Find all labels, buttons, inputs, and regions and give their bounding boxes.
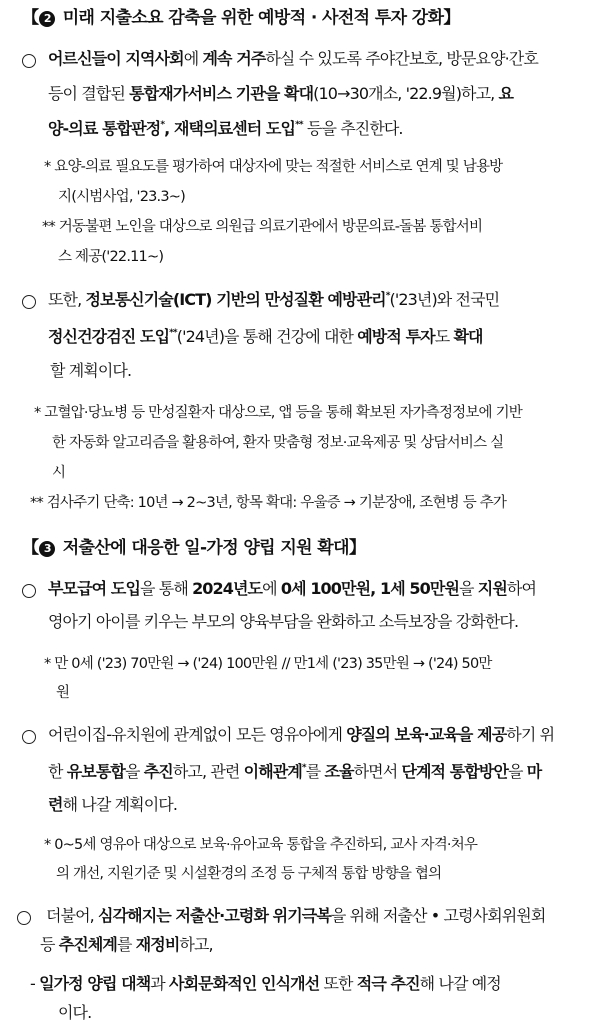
body-text: 한 [48, 762, 67, 781]
emphasis-text: 마 [526, 762, 542, 781]
paragraph-line [48, 724, 554, 746]
bullet-circle-icon [22, 730, 36, 744]
emphasis-text: 추진 [143, 762, 173, 781]
paragraph-line [50, 360, 131, 382]
emphasis-text: 지원 [477, 579, 507, 598]
footnote-line: ** 검사주기 단축: 10년 → 2~3년, 항목 확대: 우울증 → 기분장애, 조현병 등 추가 [30, 495, 507, 511]
footnote-line: * 요양-의료 필요도를 평가하여 대상자에 맞는 적절한 서비스로 연계 및 남용방 [44, 159, 503, 175]
body-text: 을 통해 [140, 579, 193, 598]
body-text: 에 [183, 49, 203, 68]
emphasis-text: 확대 [453, 327, 483, 346]
emphasis-text: 예방적 투자 [357, 327, 435, 346]
emphasis-text: 유보통합 [66, 762, 125, 781]
body-text: ('23년)와 전국민 [389, 290, 500, 309]
section-heading-2 [22, 3, 460, 28]
footnote-marker: * [160, 120, 165, 130]
emphasis-text: 계속 거주 [202, 49, 266, 68]
emphasis-text: 부모급여 도입 [48, 579, 141, 598]
body-text: 등 [40, 935, 59, 954]
body-text: 하실 수 있도록 주야간보호, 방문요양·간호 [265, 49, 538, 68]
body-text: 또한 [319, 974, 357, 993]
body-text: 할 계획이다. [50, 361, 132, 380]
body-text: 더불어, [46, 906, 99, 925]
body-text: 또한, [48, 290, 86, 309]
body-text: 하면서 [353, 762, 402, 781]
paragraph-line [48, 48, 538, 70]
paragraph-line [30, 973, 501, 995]
footnote-line: ** 거동불편 노인을 대상으로 의원급 의료기관에서 방문의료-돌봄 통합서비 [42, 219, 483, 235]
footnote-line: * 고혈압·당뇨병 등 만성질환자 대상으로, 앱 등을 통해 확보된 자가측정정보에 기반 [34, 405, 522, 421]
body-text: 하고, [179, 935, 213, 954]
body-text: 이다. [58, 1003, 92, 1022]
footnote-line: * 0~5세 영유아 대상으로 보육·유아교육 통합을 추진하되, 교사 자격·처우 [44, 837, 478, 853]
paragraph-line [48, 611, 518, 633]
heading-close-bracket: 】 [443, 8, 460, 28]
footnote-marker: * [385, 291, 390, 301]
paragraph-line [40, 934, 213, 956]
paragraph-line [48, 761, 541, 783]
emphasis-text: 이해관계 [243, 762, 302, 781]
bullet-circle-icon [22, 54, 36, 68]
body-text: 과 [150, 974, 170, 993]
body-text: 등이 결합된 [48, 84, 130, 103]
paragraph-line [48, 578, 536, 600]
emphasis-text: 정신건강검진 도입 [48, 327, 170, 346]
bullet-circle-icon [22, 295, 36, 309]
emphasis-text: 요 [498, 84, 514, 103]
paragraph-line [48, 118, 403, 140]
footnote-line: 지(시범사업, '23.3~) [58, 189, 185, 205]
body-text: 를 [116, 935, 136, 954]
heading-open-bracket: 【 [22, 8, 39, 28]
paragraph-line [48, 794, 177, 816]
body-text: 에 [262, 579, 281, 598]
body-text: 을 [508, 762, 527, 781]
footnote-marker: ** [295, 120, 303, 130]
body-text: 해 나갈 계획이다. [62, 795, 178, 814]
body-text: 를 [305, 762, 325, 781]
emphasis-text: 통합재가서비스 기관을 확대 [129, 84, 314, 103]
footnote-line: 스 제공('22.11~) [58, 249, 164, 265]
section-heading-3 [22, 533, 365, 558]
emphasis-text: 일가정 양립 대책 [39, 974, 151, 993]
emphasis-text: 심각해지는 저출산·고령화 위기극복 [98, 906, 331, 925]
emphasis-text: 추진체계 [58, 935, 117, 954]
heading-open-bracket: 【 [22, 538, 39, 558]
heading-title: 저출산에 대응한 일-가정 양립 지원 확대 [62, 538, 349, 558]
emphasis-text: 양질의 보육·교육을 제공 [346, 725, 507, 744]
emphasis-text: 조율 [324, 762, 354, 781]
body-text: 등을 추진한다. [302, 119, 403, 138]
footnote-line: 원 [56, 685, 70, 701]
footnote-marker: ** [169, 328, 177, 338]
body-text: 을 위해 저출산 • 고령사회위원회 [330, 906, 546, 925]
body-text: 어린이집-유치원에 관계없이 모든 영유아에게 [48, 725, 347, 744]
body-text: ('24년)을 통해 건강에 대한 [176, 327, 358, 346]
bullet-circle-icon [22, 584, 36, 598]
emphasis-text: 양-의료 통합판정 [48, 119, 161, 138]
paragraph-line [46, 905, 545, 927]
heading-close-bracket: 】 [348, 538, 366, 558]
footnote-marker: * [301, 763, 306, 773]
paragraph-line [48, 83, 513, 105]
body-text: 하고, 관련 [172, 762, 244, 781]
emphasis-text: 사회문화적인 인식개선 [169, 974, 320, 993]
body-text: (10→30개소, '22.9월)하고, [313, 84, 499, 103]
emphasis-text: 련 [48, 795, 63, 814]
heading-number-badge: 3 [39, 541, 55, 557]
heading-title: 미래 지출소요 감축을 위한 예방적 · 사전적 투자 강화 [62, 8, 444, 28]
body-text: 해 나갈 예정 [419, 974, 501, 993]
body-text: 하여 [506, 579, 537, 598]
body-text: 하기 위 [506, 725, 555, 744]
emphasis-text: 어르신들이 지역사회 [48, 49, 184, 68]
footnote-line: 시 [52, 465, 66, 481]
emphasis-text: 단계적 통합방안 [401, 762, 509, 781]
body-text: 영아기 아이를 키우는 부모의 양육부담을 완화하고 소득보장을 강화한다. [48, 612, 519, 631]
body-text: 을 [459, 579, 478, 598]
footnote-line: * 만 0세 ('23) 70만원 → ('24) 100만원 // 만1세 ('23) 35만원 → ('24) 50만 [44, 656, 492, 672]
emphasis-text: 0세 100만원, 1세 50만원 [280, 579, 460, 598]
emphasis-text: 정보통신기술(ICT) 기반의 만성질환 예방관리 [85, 290, 386, 309]
paragraph-line [48, 289, 499, 311]
emphasis-text: 2024년도 [192, 579, 263, 598]
footnote-line: 한 자동화 알고리즘을 활용하여, 환자 맞춤형 정보·교육제공 및 상담서비스 실 [52, 435, 504, 451]
heading-number-badge: 2 [39, 11, 55, 27]
emphasis-text: , 재택의료센터 도입 [164, 119, 296, 138]
bullet-circle-icon [17, 911, 31, 925]
body-text: - [30, 974, 40, 993]
body-text: 을 [124, 762, 144, 781]
footnote-line: 의 개선, 지원기준 및 시설환경의 조정 등 구체적 통합 방향을 협의 [56, 866, 442, 882]
paragraph-line [58, 1002, 91, 1024]
emphasis-text: 적극 추진 [356, 974, 420, 993]
body-text: 도 [434, 327, 454, 346]
emphasis-text: 재정비 [135, 935, 180, 954]
paragraph-line [48, 326, 483, 348]
